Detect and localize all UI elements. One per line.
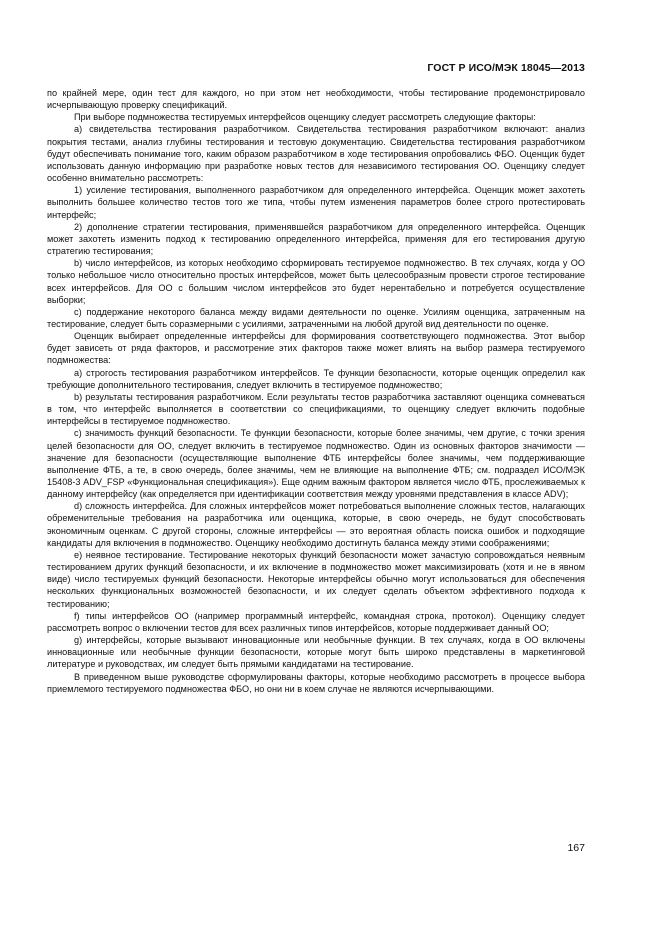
- paragraph: c) значимость функций безопасности. Те функции безопасности, которые более значимы, чем другие, с точки зрения целей безопасности для ОО, следует включить в тестируемое подмножество. Один из основных факторов значимости — значение для безопасности (осуществляющие выполнение ФТБ интерфейсы более значимы, чем поддерживающие выполнение ФТБ, а те, в свою очередь, более значимы, чем не влияющие на выполнение ФТБ; см. подраздел ИСО/МЭК 15408-3 ADV_FSP «Функциональная спецификация»). Еще одним важным фактором является число ФТБ, прослеживаемых к данному интерфейсу (как определяется при идентификации соответствия между уровнями представления в классе ADV);: [47, 428, 585, 500]
- paragraph: В приведенном выше руководстве сформулированы факторы, которые необходимо рассмотреть в процессе выбора приемлемого тестируемого подмножества ФБО, но они ни в коем случае не являются исчерпывающими.: [47, 671, 585, 694]
- paragraph: b) число интерфейсов, из которых необходимо сформировать тестируемое подмножество. В тех случаях, когда у ОО только небольшое число относительно простых интерфейсов, может быть целесообразным провести строгое тестирование всех интерфейсов. Для ОО с большим числом интерфейсов это будет нерентабельно и потребуется осуществление выборки;: [47, 258, 585, 305]
- paragraph: 2) дополнение стратегии тестирования, применявшейся разработчиком для определенного интерфейса. Оценщик может захотеть изменить подход к тестированию определенного интерфейса, применяя для его тестирования другую стратегию тестирования;: [47, 221, 585, 257]
- page-number: 167: [567, 842, 585, 854]
- paragraph: d) сложность интерфейса. Для сложных интерфейсов может потребоваться выполнение сложных тестов, налагающих обременительные требования на разработчика или оценщика, которые, в свою очередь, не будут способствовать экономичным оценкам. С другой стороны, сложные интерфейсы — это вероятная область поиска ошибок и подходящие кандидаты для включения в подмножество. Оценщику необходимо достигнуть баланса между этими соображениями;: [47, 501, 585, 548]
- body-text: [47, 87, 585, 695]
- paragraph: Оценщик выбирает определенные интерфейсы для формирования соответствующего подмножества. Этот выбор будет зависеть от ряда факторов, и рассмотрение этих факторов также может влиять на выбор размера тестируемого подмножества:: [47, 331, 585, 366]
- paragraph: f) типы интерфейсов ОО (например программный интерфейс, командная строка, протокол). Оценщику следует рассмотреть вопрос о включении тестов для всех различных типов интерфейсов, которые поддерживает данный ОО;: [47, 610, 585, 633]
- paragraph: a) свидетельства тестирования разработчиком. Свидетельства тестирования разработчиком включают: анализ покрытия тестами, анализ глубины тестирования и тестовую документацию. Свидетельства тестирования разработчиком будут обеспечивать понимание того, каким образом разработчиком в ходе тестирования опробовались ФБО. Оценщик будет использовать данную информацию при разработке новых тестов для независимого тестирования ОО. Оценщику следует особенно внимательно рассмотреть:: [47, 124, 585, 184]
- paragraph: При выборе подмножества тестируемых интерфейсов оценщику следует рассмотреть следующие факторы:: [74, 112, 536, 123]
- paragraph: 1) усиление тестирования, выполненного разработчиком для определенного интерфейса. Оценщик может захотеть выполнить большее количество тестов того же типа, чтобы путем изменения параметров более строго протестировать интерфейс;: [47, 185, 585, 220]
- paragraph: g) интерфейсы, которые вызывают инновационные или необычные функции. В тех случаях, когда в ОО включены инновационные или необычные функции безопасности, которые могут быть широко представлены в маркетинговой литературе и руководствах, им следует быть прямыми кандидатами на тестирование.: [47, 635, 585, 670]
- paragraph: e) неявное тестирование. Тестирование некоторых функций безопасности может зачастую сопровождаться неявным тестированием других функций безопасности, и их включение в подмножество может максимизировать (хотя и не в явном виде) число тестируемых функций безопасности. Некоторые интерфейсы обычно могут использоваться для обеспечения нескольких функциональных возможностей безопасности, и их следует сделать объектом эффективного подхода к тестированию;: [47, 549, 585, 609]
- paragraph: c) поддержание некоторого баланса между видами деятельности по оценке. Усилиям оценщика, затраченным на тестирование, следует быть соразмерными с усилиями, затраченными на любой другой вид деятельности по оценке.: [47, 306, 585, 329]
- paragraph: a) строгость тестирования разработчиком интерфейсов. Те функции безопасности, которые оценщик определил как требующие дополнительного тестирования, следует включить в тестируемое подмножество;: [47, 367, 585, 390]
- paragraph: по крайней мере, один тест для каждого, но при этом нет необходимости, чтобы тестирование продемонстрировало исчерпывающую проверку спецификаций.: [47, 88, 585, 111]
- paragraph: b) результаты тестирования разработчиком. Если результаты тестов разработчика заставляют оценщика сомневаться в том, что интерфейс выполняется в соответствии со спецификациями, то оценщику следует включить подобные интерфейсы в тестируемое подмножество.: [47, 391, 585, 427]
- document-header: ГОСТ Р ИСО/МЭК 18045—2013: [427, 62, 585, 74]
